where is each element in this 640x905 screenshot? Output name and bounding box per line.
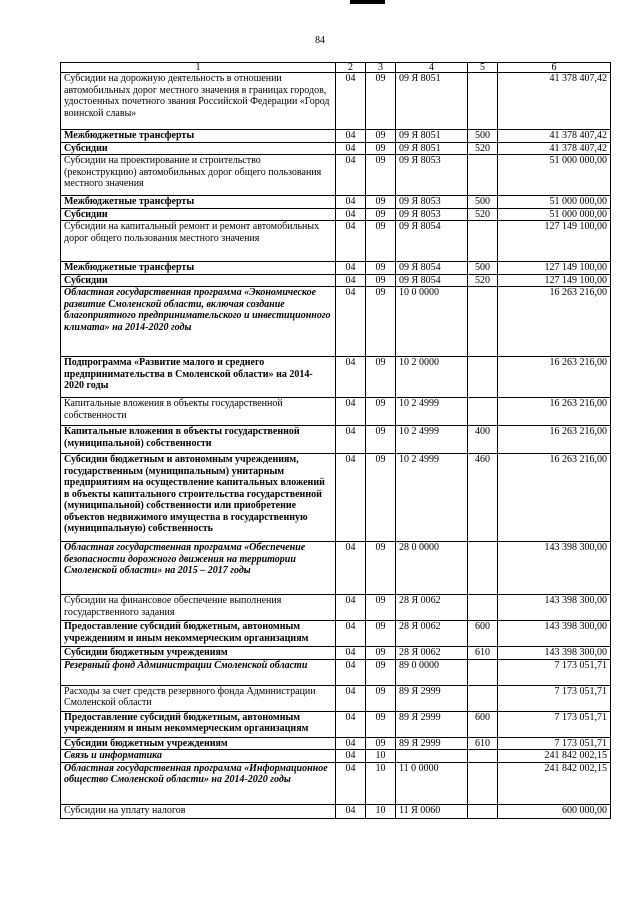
row-expense-type-cell: [468, 595, 498, 621]
row-amount-cell: 143 398 300,00: [498, 621, 611, 647]
header-col-3: 3: [366, 63, 396, 73]
row-target-article-cell: 89 Я 2999: [396, 737, 468, 750]
row-section-cell: 04: [336, 196, 366, 209]
row-subsection-cell: 09: [366, 221, 396, 262]
row-amount-cell: 16 263 216,00: [498, 357, 611, 398]
row-target-article-cell: 09 Я 8054: [396, 221, 468, 262]
row-amount-cell: 41 378 407,42: [498, 142, 611, 155]
row-subsection-cell: 09: [366, 262, 396, 275]
row-subsection-cell: 09: [366, 426, 396, 454]
row-amount-cell: 7 173 051,71: [498, 659, 611, 685]
row-amount-cell: 7 173 051,71: [498, 711, 611, 737]
row-amount-cell: 16 263 216,00: [498, 426, 611, 454]
row-section-cell: 04: [336, 762, 366, 804]
row-section-cell: 04: [336, 287, 366, 357]
header-col-2: 2: [336, 63, 366, 73]
row-subsection-cell: 09: [366, 155, 396, 196]
row-name-cell: Капитальные вложения в объекты государственной собственности: [61, 398, 336, 426]
row-amount-cell: 241 842 002,15: [498, 750, 611, 763]
row-name-cell: Субсидии: [61, 274, 336, 287]
row-expense-type-cell: 610: [468, 647, 498, 660]
row-section-cell: 04: [336, 262, 366, 275]
row-expense-type-cell: [468, 357, 498, 398]
row-expense-type-cell: [468, 762, 498, 804]
row-subsection-cell: 09: [366, 208, 396, 221]
table-row: [61, 659, 611, 685]
row-section-cell: 04: [336, 750, 366, 763]
row-name-cell: Связь и информатика: [61, 750, 336, 763]
row-expense-type-cell: [468, 750, 498, 763]
row-target-article-cell: 89 Я 2999: [396, 711, 468, 737]
row-name-cell: Предоставление субсидий бюджетным, автономным учреждениям и иным некоммерческим организациям: [61, 621, 336, 647]
row-target-article-cell: [396, 750, 468, 763]
row-target-article-cell: 28 Я 0062: [396, 647, 468, 660]
table-row: [61, 454, 611, 542]
row-expense-type-cell: [468, 804, 498, 818]
row-name-cell: Субсидии бюджетным учреждениям: [61, 647, 336, 660]
row-section-cell: 04: [336, 685, 366, 711]
row-target-article-cell: 10 0 0000: [396, 287, 468, 357]
table-row: [61, 155, 611, 196]
row-amount-cell: 41 378 407,42: [498, 73, 611, 130]
row-target-article-cell: 28 0 0000: [396, 542, 468, 595]
table-row: [61, 426, 611, 454]
top-edge-mark: [350, 0, 385, 4]
header-col-5: 5: [468, 63, 498, 73]
row-expense-type-cell: 520: [468, 274, 498, 287]
row-target-article-cell: 11 Я 0060: [396, 804, 468, 818]
row-target-article-cell: 09 Я 8051: [396, 73, 468, 130]
row-subsection-cell: 09: [366, 357, 396, 398]
row-subsection-cell: 09: [366, 621, 396, 647]
row-name-cell: Областная государственная программа «Экономическое развитие Смоленской области, включая создание благоприятного предпринимательского и инвестиционного климата» на 2014-2020 годы: [61, 287, 336, 357]
row-expense-type-cell: 600: [468, 621, 498, 647]
row-target-article-cell: 09 Я 8054: [396, 262, 468, 275]
row-section-cell: 04: [336, 647, 366, 660]
row-expense-type-cell: 460: [468, 454, 498, 542]
row-name-cell: Субсидии бюджетным и автономным учреждениям, государственным (муниципальным) унитарным предприятиям на осуществление капитальных вложений в объекты капитального строительства государственной (муниципальной) собственности или приобретение объектов недвижимого имущества в государственную (муниципальную) собственность: [61, 454, 336, 542]
row-amount-cell: 7 173 051,71: [498, 737, 611, 750]
row-subsection-cell: 09: [366, 737, 396, 750]
row-expense-type-cell: 600: [468, 711, 498, 737]
row-subsection-cell: 09: [366, 595, 396, 621]
row-name-cell: Субсидии на капитальный ремонт и ремонт автомобильных дорог общего пользования местного значения: [61, 221, 336, 262]
header-row: [61, 63, 611, 73]
table-row: [61, 142, 611, 155]
row-name-cell: Субсидии: [61, 208, 336, 221]
row-section-cell: 04: [336, 274, 366, 287]
row-section-cell: 04: [336, 142, 366, 155]
row-name-cell: Субсидии на дорожную деятельность в отношении автомобильных дорог местного значения в границах городов, удостоенных почетного звания Российской Федерации «Город воинской славы»: [61, 73, 336, 130]
row-subsection-cell: 09: [366, 454, 396, 542]
table-row: [61, 595, 611, 621]
row-section-cell: 04: [336, 398, 366, 426]
row-section-cell: 04: [336, 454, 366, 542]
row-name-cell: Предоставление субсидий бюджетным, автономным учреждениям и иным некоммерческим организациям: [61, 711, 336, 737]
row-name-cell: Резервный фонд Администрации Смоленской области: [61, 659, 336, 685]
row-subsection-cell: 09: [366, 287, 396, 357]
row-section-cell: 04: [336, 711, 366, 737]
row-target-article-cell: 09 Я 8053: [396, 196, 468, 209]
table-row: [61, 208, 611, 221]
row-section-cell: 04: [336, 130, 366, 143]
table-row: [61, 737, 611, 750]
table-row: [61, 398, 611, 426]
row-expense-type-cell: [468, 685, 498, 711]
row-section-cell: 04: [336, 357, 366, 398]
row-section-cell: 04: [336, 659, 366, 685]
header-col-1: 1: [61, 63, 336, 73]
row-amount-cell: 143 398 300,00: [498, 595, 611, 621]
row-target-article-cell: 11 0 0000: [396, 762, 468, 804]
row-subsection-cell: 10: [366, 750, 396, 763]
row-name-cell: Межбюджетные трансферты: [61, 196, 336, 209]
row-subsection-cell: 09: [366, 142, 396, 155]
row-amount-cell: 51 000 000,00: [498, 196, 611, 209]
row-expense-type-cell: [468, 398, 498, 426]
table-row: [61, 287, 611, 357]
row-expense-type-cell: [468, 542, 498, 595]
table-row: [61, 711, 611, 737]
row-section-cell: 04: [336, 208, 366, 221]
table-row: [61, 357, 611, 398]
row-name-cell: Субсидии на проектирование и строительство (реконструкцию) автомобильных дорог общего пользования местного значения: [61, 155, 336, 196]
row-section-cell: 04: [336, 595, 366, 621]
table-row: [61, 130, 611, 143]
row-amount-cell: 16 263 216,00: [498, 454, 611, 542]
table-row: [61, 196, 611, 209]
table-row: [61, 262, 611, 275]
row-target-article-cell: 28 Я 0062: [396, 621, 468, 647]
row-name-cell: Областная государственная программа «Информационное общество Смоленской области» на 2014-2020 годы: [61, 762, 336, 804]
row-name-cell: Межбюджетные трансферты: [61, 262, 336, 275]
row-amount-cell: 600 000,00: [498, 804, 611, 818]
row-section-cell: 04: [336, 73, 366, 130]
row-name-cell: Субсидии: [61, 142, 336, 155]
row-expense-type-cell: 610: [468, 737, 498, 750]
row-subsection-cell: 09: [366, 130, 396, 143]
budget-table: [60, 62, 611, 819]
row-amount-cell: 127 149 100,00: [498, 221, 611, 262]
row-amount-cell: 51 000 000,00: [498, 208, 611, 221]
row-subsection-cell: 09: [366, 685, 396, 711]
table-row: [61, 542, 611, 595]
row-subsection-cell: 09: [366, 196, 396, 209]
row-expense-type-cell: 400: [468, 426, 498, 454]
row-expense-type-cell: 520: [468, 208, 498, 221]
table-row: [61, 73, 611, 130]
row-subsection-cell: 09: [366, 542, 396, 595]
row-target-article-cell: 09 Я 8051: [396, 142, 468, 155]
table-row: [61, 274, 611, 287]
row-target-article-cell: 09 Я 8053: [396, 155, 468, 196]
row-target-article-cell: 10 2 0000: [396, 357, 468, 398]
row-name-cell: Межбюджетные трансферты: [61, 130, 336, 143]
row-name-cell: Подпрограмма «Развитие малого и среднего предпринимательства в Смоленской области» на 2014-2020 годы: [61, 357, 336, 398]
row-subsection-cell: 10: [366, 762, 396, 804]
row-target-article-cell: 28 Я 0062: [396, 595, 468, 621]
row-section-cell: 04: [336, 621, 366, 647]
row-amount-cell: 16 263 216,00: [498, 398, 611, 426]
table-row: [61, 221, 611, 262]
row-section-cell: 04: [336, 542, 366, 595]
table-row: [61, 685, 611, 711]
row-expense-type-cell: [468, 73, 498, 130]
table-row: [61, 762, 611, 804]
row-amount-cell: 143 398 300,00: [498, 647, 611, 660]
row-target-article-cell: 09 Я 8054: [396, 274, 468, 287]
row-target-article-cell: 89 Я 2999: [396, 685, 468, 711]
row-section-cell: 04: [336, 804, 366, 818]
row-name-cell: Капитальные вложения в объекты государственной (муниципальной) собственности: [61, 426, 336, 454]
row-expense-type-cell: 500: [468, 196, 498, 209]
row-amount-cell: 143 398 300,00: [498, 542, 611, 595]
table-row: [61, 647, 611, 660]
row-target-article-cell: 89 0 0000: [396, 659, 468, 685]
row-subsection-cell: 09: [366, 647, 396, 660]
row-target-article-cell: 09 Я 8053: [396, 208, 468, 221]
row-subsection-cell: 09: [366, 73, 396, 130]
header-col-6: 6: [498, 63, 611, 73]
row-name-cell: Субсидии на уплату налогов: [61, 804, 336, 818]
row-name-cell: Расходы за счет средств резервного фонда Администрации Смоленской области: [61, 685, 336, 711]
row-expense-type-cell: [468, 287, 498, 357]
table-row: [61, 621, 611, 647]
page-number: 84: [315, 35, 325, 46]
row-amount-cell: 7 173 051,71: [498, 685, 611, 711]
row-name-cell: Областная государственная программа «Обеспечение безопасности дорожного движения на территории Смоленской области» на 2015 – 2017 годы: [61, 542, 336, 595]
row-subsection-cell: 09: [366, 711, 396, 737]
row-target-article-cell: 09 Я 8051: [396, 130, 468, 143]
row-expense-type-cell: [468, 155, 498, 196]
row-expense-type-cell: 500: [468, 130, 498, 143]
row-target-article-cell: 10 2 4999: [396, 398, 468, 426]
table-row: [61, 804, 611, 818]
row-amount-cell: 16 263 216,00: [498, 287, 611, 357]
row-subsection-cell: 09: [366, 398, 396, 426]
row-expense-type-cell: 520: [468, 142, 498, 155]
row-expense-type-cell: 500: [468, 262, 498, 275]
row-amount-cell: 241 842 002,15: [498, 762, 611, 804]
row-section-cell: 04: [336, 426, 366, 454]
row-section-cell: 04: [336, 221, 366, 262]
row-section-cell: 04: [336, 155, 366, 196]
row-section-cell: 04: [336, 737, 366, 750]
row-amount-cell: 41 378 407,42: [498, 130, 611, 143]
row-name-cell: Субсидии бюджетным учреждениям: [61, 737, 336, 750]
row-target-article-cell: 10 2 4999: [396, 426, 468, 454]
row-expense-type-cell: [468, 221, 498, 262]
row-amount-cell: 51 000 000,00: [498, 155, 611, 196]
row-subsection-cell: 10: [366, 804, 396, 818]
row-amount-cell: 127 149 100,00: [498, 274, 611, 287]
row-subsection-cell: 09: [366, 659, 396, 685]
header-col-4: 4: [396, 63, 468, 73]
row-name-cell: Субсидии на финансовое обеспечение выполнения государственного задания: [61, 595, 336, 621]
row-expense-type-cell: [468, 659, 498, 685]
row-amount-cell: 127 149 100,00: [498, 262, 611, 275]
row-target-article-cell: 10 2 4999: [396, 454, 468, 542]
table-row: [61, 750, 611, 763]
row-subsection-cell: 09: [366, 274, 396, 287]
